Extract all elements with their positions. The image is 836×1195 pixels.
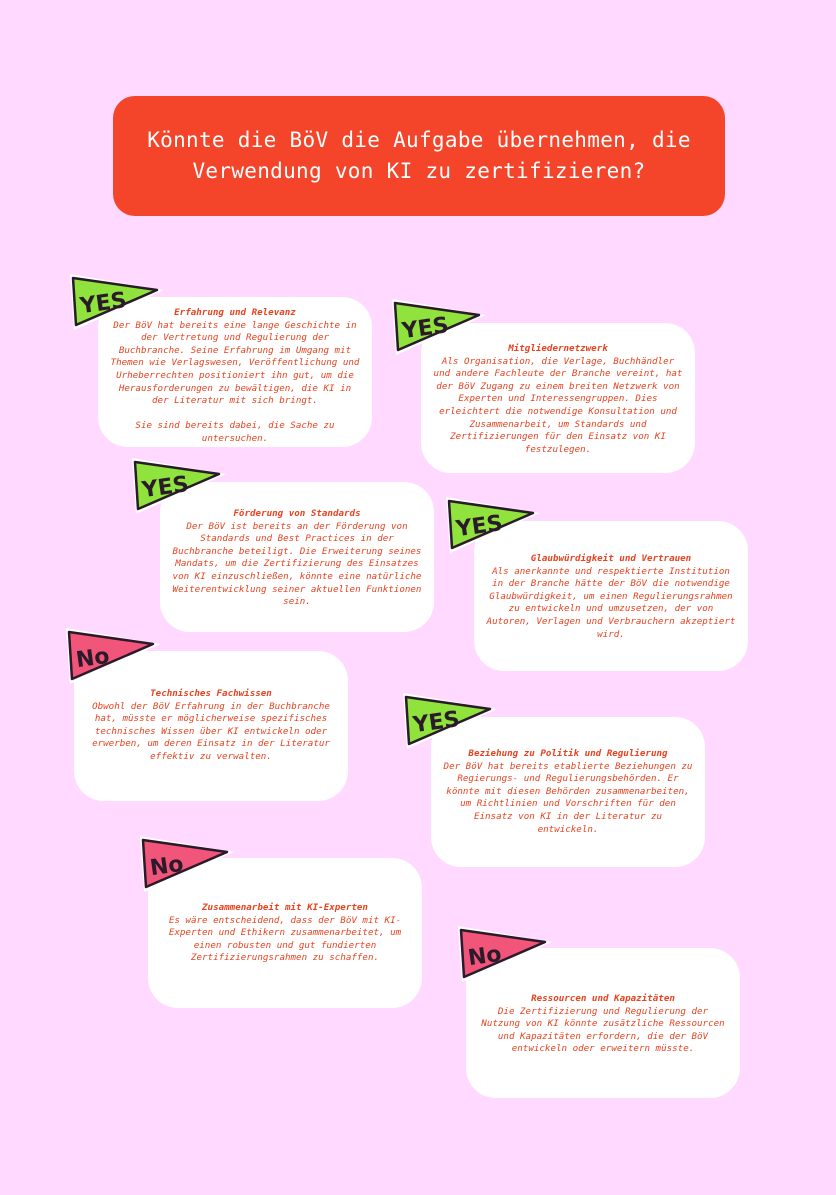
card-title: Mitgliedernetzwerk: [508, 343, 608, 354]
card-title: Förderung von Standards: [233, 508, 361, 519]
pennant-label: No: [148, 851, 186, 882]
card-body: Der BöV hat bereits etablierte Beziehungen zu Regierungs- und Regulierungsbehörden. Er könnte mit diesen Behörden zusammenarbeiten, um Richtlinien und Vorschriften für den Einsatz von KI in der Literatur zu entwickeln.: [443, 760, 693, 835]
card-title: Beziehung zu Politik und Regulierung: [468, 748, 668, 759]
pennant-label: YES: [400, 312, 451, 345]
yes-pennant-icon: [386, 297, 488, 359]
card-title: Ressourcen und Kapazitäten: [531, 993, 675, 1004]
card-body: Als anerkannte und respektierte Institution in der Branche hätte der BöV die notwendige Glaubwürdigkeit, um einen Regulierungsrahmen zu entwickeln und umzusetzen, der von Autoren, Verlagen und Verbrauchern akzeptiert wird.: [486, 565, 736, 640]
title-banner: [113, 96, 725, 216]
no-pennant-icon: [452, 924, 554, 986]
pennant-label: No: [74, 643, 112, 674]
card-title: Erfahrung und Relevanz: [174, 307, 296, 318]
pennant-label: YES: [411, 706, 462, 739]
pennant-label: YES: [78, 287, 129, 320]
card-body: Die Zertifizierung und Regulierung der Nutzung von KI könnte zusätzliche Ressourcen und Kapazitäten erfordern, die der BöV entwickeln oder erweitern müsste.: [481, 1005, 725, 1055]
pennant-label: YES: [454, 510, 505, 543]
card-body: Der BöV hat bereits eine lange Geschichte in der Vertretung und Regulierung der Buchbranche. Seine Erfahrung im Umgang mit Themen wie Verlagswesen, Veröffentlichung und Urheberrechten positioniert ihn gut, um die Herausforderungen zu bewältigen, die KI in der Literatur mit sich bringt. Sie sind bereits dabei, die Sache zu untersuchen.: [110, 319, 360, 444]
card-title: Glaubwürdigkeit und Vertrauen: [530, 553, 692, 564]
card-body: Als Organisation, die Verlage, Buchhändler und andere Fachleute der Branche vereint, hat der BöV Zugang zu einem breiten Netzwerk von Experten und Interessengruppen. Dies erleichtert die notwendige Konsultation und Zusammenarbeit, um Standards und Zertifizierungen für den Einsatz von KI festzulegen.: [433, 355, 683, 455]
card-body: Obwohl der BöV Erfahrung in der Buchbranche hat, müsste er möglicherweise spezifisches technisches Wissen über KI entwickeln oder erwerben, um deren Einsatz in der Literatur effektiv zu verwalten.: [92, 700, 330, 762]
no-pennant-icon: [60, 626, 162, 688]
yes-pennant-icon: [64, 272, 166, 334]
yes-pennant-icon: [397, 691, 499, 753]
card-title: Zusammenarbeit mit KI-Experten: [202, 902, 368, 913]
no-pennant-icon: [134, 834, 236, 896]
card-body: Es wäre entscheidend, dass der BöV mit KI- Experten und Ethikern zusammenarbeitet, um einen robusten und gut fundierten Zertifizierungsrahmen zu schaffen.: [168, 914, 402, 964]
pennant-label: YES: [140, 471, 191, 504]
yes-pennant-icon: [126, 456, 228, 518]
yes-pennant-icon: [440, 495, 542, 557]
card-title: Technisches Fachwissen: [150, 688, 272, 699]
page-title: Könnte die BöV die Aufgabe übernehmen, die Verwendung von KI zu zertifizieren?: [147, 128, 691, 183]
pennant-label: No: [466, 941, 504, 972]
card-body: Der BöV ist bereits an der Förderung von Standards und Best Practices in der Buchbranche beteiligt. Die Erweiterung seines Mandats, um die Zertifizierung des Einsatzes von KI einzuschließen, könnte eine natürliche Weiterentwicklung seiner aktuellen Funktionen sein.: [172, 520, 422, 608]
